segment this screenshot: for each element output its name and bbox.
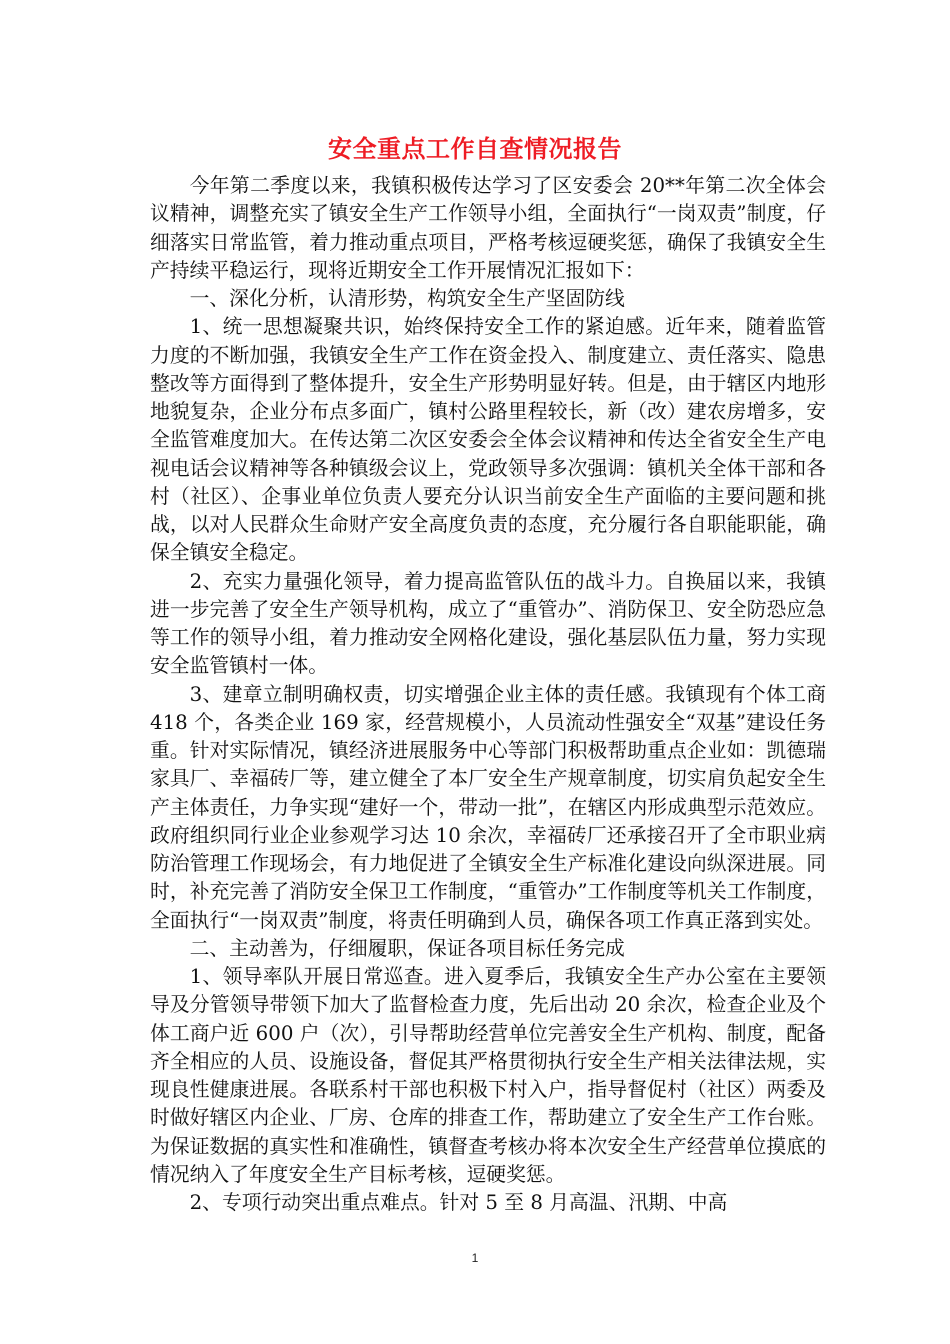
document-title: 安全重点工作自查情况报告 — [328, 135, 622, 163]
page-number: 1 — [471, 1251, 479, 1265]
paragraph-intro: 今年第二季度以来，我镇积极传达学习了区安委会 20**年第二次全体会议精神，调整充实了镇安全生产工作领导小组，全面执行“一岗双责”制度，仔细落实日常监管，着力推动重点项目，严格考核逗硬奖惩，确保了我镇安全生产持续平稳运行，现将近期安全工作开展情况汇报如下： — [150, 174, 826, 282]
section-heading-2: 二、主动善为，仔细履职，保证各项目标任务完成 — [189, 936, 625, 960]
paragraph-2-1: 1、领导率队开展日常巡查。进入夏季后，我镇安全生产办公室在主要领导及分管领导带领下加大了监督检查力度，先后出动 20 余次，检查企业及个体工商户近 600 户（次），引导帮助经营单位完善安全生产机构、制度，配备齐全相应的人员、设施设备，督促其严格贯彻执行安全生产相关法律法规，实现良性健康进展。各联系村干部也积极下村入户，指导督促村（社区）两委及时做好辖区内企业、厂房、仓库的排查工作，帮助建立了安全生产工作台账。为保证数据的真实性和准确性，镇督查考核办将本次安全生产经营单位摸底的情况纳入了年度安全生产目标考核，逗硬奖惩。 — [150, 965, 826, 1186]
paragraph-1-1: 1、统一思想凝聚共识，始终保持安全工作的紧迫感。近年来，随着监管力度的不断加强，我镇安全生产工作在资金投入、制度建立、责任落实、隐患整改等方面得到了整体提升，安全生产形势明显好转。但是，由于辖区内地形地貌复杂，企业分布点多面广，镇村公路里程较长，新（改）建农房增多，安全监管难度加大。在传达第二次区安委会全体会议精神和传达全省安全生产电视电话会议精神等各种镇级会议上，党政领导多次强调：镇机关全体干部和各村（社区）、企事业单位负责人要充分认识当前安全生产面临的主要问题和挑战，以对人民群众生命财产安全高度负责的态度，充分履行各自职能职能，确保全镇安全稳定。 — [150, 315, 826, 565]
paragraph-2-2: 2、专项行动突出重点难点。针对 5 至 8 月高温、汛期、中高 — [189, 1191, 728, 1214]
section-heading-1: 一、深化分析，认清形势，构筑安全生产坚固防线 — [189, 287, 625, 310]
paragraph-1-2: 2、充实力量强化领导，着力提高监管队伍的战斗力。自换届以来，我镇进一步完善了安全生产领导机构，成立了“重管办”、消防保卫、安全防恐应急等工作的领导小组，着力推动安全网格化建设，强化基层队伍力量，努力实现安全监管镇村一体。 — [150, 569, 826, 678]
paragraph-1-3: 3、建章立制明确权责，切实增强企业主体的责任感。我镇现有个体工商 418 个，各类企业 169 家，经营规模小，人员流动性强安全“双基”建设任务重。针对实际情况，镇经济进展服务中心等部门积极帮助重点企业如：凯德瑞家具厂、幸福砖厂等，建立健全了本厂安全生产规章制度，切实肩负起安全生产主体责任，力争实现“建好一个，带动一批”，在辖区内形成典型示范效应。政府组织同行业企业参观学习达 10 余次，幸福砖厂还承接召开了全市职业病防治管理工作现场会，有力地促进了全镇安全生产标准化建设向纵深进展。同时，补充完善了消防安全保卫工作制度，“重管办”工作制度等机关工作制度，全面执行“一岗双责”制度，将责任明确到人员，确保各项工作真正落到实处。 — [150, 682, 826, 932]
document-body — [150, 172, 826, 1217]
